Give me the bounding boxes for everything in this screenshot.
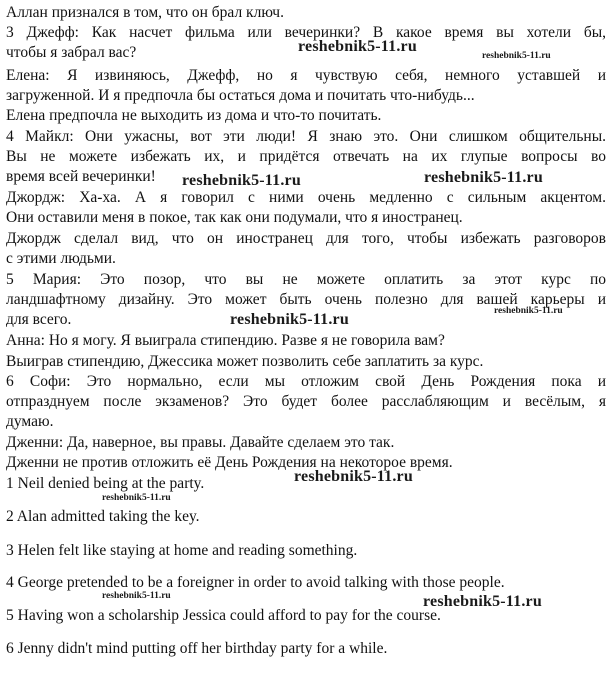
text-line: загруженной. И я предпочла бы остаться дома и почитать что-нибудь... [6,87,475,104]
answer-line: 4 George pretended to be a foreigner in order to avoid talking with those people. [6,574,505,591]
text-line: Джордж сделал вид, что он иностранец для того, чтобы избежать разговоров [6,230,606,247]
watermark: reshebnik5-11.ru [102,591,171,601]
watermark: reshebnik5-11.ru [423,593,542,610]
text-line: Елена: Я извиняюсь, Джефф, но я чувствую себя, немного уставшей и [6,67,606,84]
text-line: с этими людьми. [6,250,116,267]
text-line: ландшафтному дизайну. Это может быть очень полезно для вашей карьеры и [6,291,606,308]
watermark: reshebnik5-11.ru [230,311,349,328]
watermark: reshebnik5-11.ru [182,172,301,189]
text-line: Выиграв стипендию, Джессика может позволить себе заплатить за курс. [6,353,484,370]
answer-line: 3 Helen felt like staying at home and reading something. [6,542,358,559]
text-line: Дженни не против отложить её День Рождения на некоторое время. [6,454,453,471]
text-line: Елена предпочла не выходить из дома и что-то почитать. [6,107,382,124]
watermark: reshebnik5-11.ru [298,38,417,55]
answer-line: 1 Neil denied being at the party. [6,475,205,492]
answer-line: 5 Having won a scholarship Jessica could afford to pay for the course. [6,607,441,624]
text-line: 4 Майкл: Они ужасны, вот эти люди! Я знаю это. Они слишком общительны. [6,128,606,145]
text-line: 3 Джефф: Как насчет фильма или вечеринки? В какое время вы хотели бы, [6,24,606,41]
watermark: reshebnik5-11.ru [102,493,171,503]
text-line: 6 Софи: Это нормально, если мы отложим свой День Рождения пока и [6,373,606,390]
watermark: reshebnik5-11.ru [482,51,551,61]
text-line: для всего. [6,311,72,328]
text-line: Анна: Но я могу. Я выиграла стипендию. Разве я не говорила вам? [6,332,445,349]
text-line: отпразднуем после экзаменов? Это будет более расслабляющим и весёлым, я [6,393,606,410]
answer-line: 6 Jenny didn't mind putting off her birthday party for a while. [6,640,388,657]
text-line: Аллан признался в том, что он брал ключ. [6,4,284,21]
text-line: 5 Мария: Это позор, что вы не можете оплатить за этот курс по [6,271,606,288]
answer-line: 2 Alan admitted taking the key. [6,508,200,525]
watermark: reshebnik5-11.ru [294,468,413,485]
text-line: Они оставили меня в покое, так как они подумали, что я иностранец. [6,209,463,226]
text-line: Джордж: Ха-ха. А я говорил с ними очень медленно с сильным акцентом. [6,189,606,206]
text-line: Вы не можете избежать их, и придётся отвечать на их глупые вопросы во [6,148,606,165]
text-line: думаю. [6,413,54,430]
watermark: reshebnik5-11.ru [494,306,563,316]
text-line: время всей вечеринки! [6,168,156,185]
text-line: чтобы я забрал вас? [6,44,137,61]
watermark: reshebnik5-11.ru [424,169,543,186]
text-line: Дженни: Да, наверное, вы правы. Давайте сделаем это так. [6,434,395,451]
